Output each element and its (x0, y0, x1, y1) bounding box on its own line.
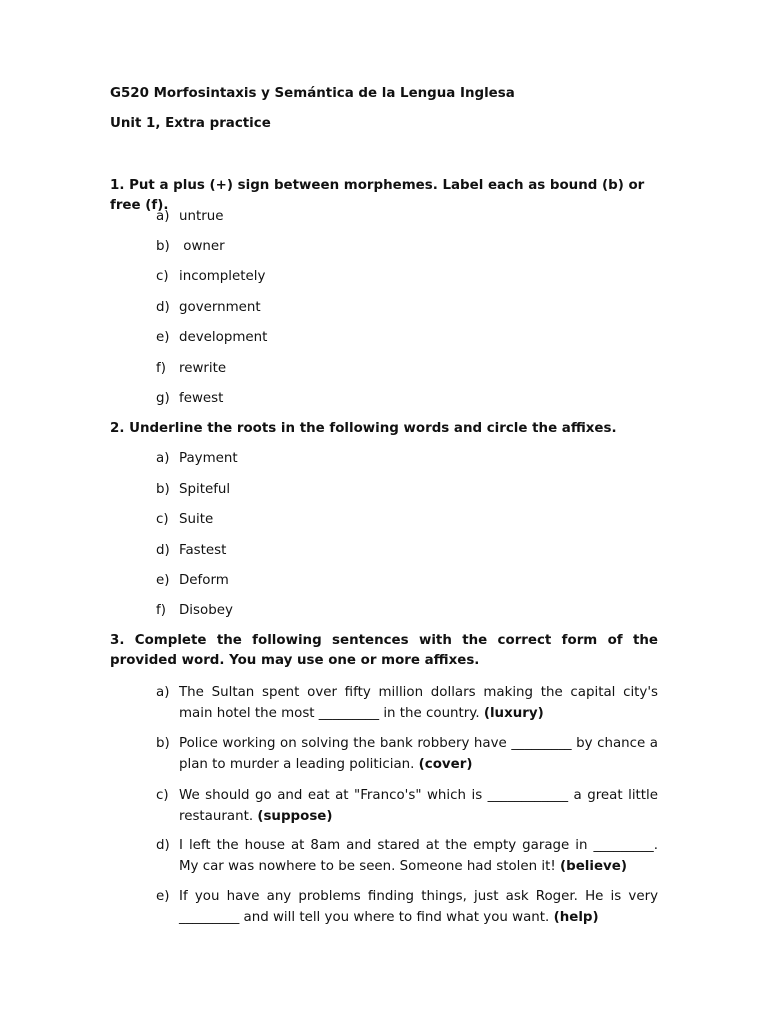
item-text: Payment (179, 451, 238, 466)
item-text: Deform (179, 573, 229, 588)
item-label: d) (156, 838, 170, 853)
item-text: incompletely (179, 269, 266, 284)
word-hint: (help) (553, 910, 599, 925)
word-hint: (suppose) (257, 809, 333, 824)
list-item (156, 600, 658, 621)
list-item (156, 785, 658, 827)
question-3: 3. Complete the following sentences with the correct form of the provided word. You may use one or more affixes. (110, 633, 658, 668)
item-text: rewrite (179, 361, 227, 376)
list-item (156, 358, 658, 379)
item-label: e) (156, 889, 170, 904)
list-item (156, 266, 658, 287)
list-item (156, 448, 658, 469)
list-item (156, 733, 658, 775)
item-label: b) (156, 736, 170, 751)
item-label: e) (156, 573, 170, 588)
list-item (156, 835, 658, 877)
list-item (156, 682, 658, 724)
list-item (156, 509, 658, 530)
word-hint: (cover) (418, 757, 473, 772)
list-item (156, 570, 658, 591)
item-text: development (179, 330, 268, 345)
item-text: Fastest (179, 543, 227, 558)
question-2: 2. Underline the roots in the following words and circle the affixes. (110, 421, 617, 436)
item-label: d) (156, 300, 170, 315)
item-label: a) (156, 209, 170, 224)
list-item (156, 327, 658, 348)
question-1: 1. Put a plus (+) sign between morphemes. Label each as bound (b) or free (f). (110, 178, 645, 213)
item-label: f) (156, 361, 166, 376)
course-title: G520 Morfosintaxis y Semántica de la Lengua Inglesa (110, 86, 515, 101)
item-text: Spiteful (179, 482, 231, 497)
sentence-text: Police working on solving the bank robbery have _________ by chance a plan to murder a leading politician. (179, 736, 658, 772)
list-item (156, 206, 658, 227)
item-label: a) (156, 685, 170, 700)
sentence-text: We should go and eat at "Franco's" which is ____________ a great little restaurant. (179, 788, 658, 824)
unit-title: Unit 1, Extra practice (110, 116, 271, 131)
list-item (156, 886, 658, 928)
word-hint: (luxury) (483, 706, 544, 721)
list-item (156, 297, 658, 318)
list-item (156, 479, 658, 500)
sentence-text: I left the house at 8am and stared at the empty garage in _________. My car was nowhere to be seen. Someone had stolen it! (179, 838, 658, 874)
item-label: c) (156, 269, 169, 284)
item-text: owner (179, 239, 225, 254)
item-label: c) (156, 788, 169, 803)
list-item (156, 540, 658, 561)
item-label: c) (156, 512, 169, 527)
word-hint: (believe) (560, 859, 627, 874)
list-item (156, 236, 658, 257)
item-label: g) (156, 391, 170, 406)
sentence-text: If you have any problems finding things, just ask Roger. He is very _________ and will tell you where to find what you want. (179, 889, 658, 925)
item-label: f) (156, 603, 166, 618)
item-text: fewest (179, 391, 224, 406)
item-text: untrue (179, 209, 224, 224)
item-text: government (179, 300, 261, 315)
item-text: Disobey (179, 603, 233, 618)
item-label: a) (156, 451, 170, 466)
item-text: Suite (179, 512, 214, 527)
item-label: e) (156, 330, 170, 345)
item-label: b) (156, 239, 170, 254)
item-label: b) (156, 482, 170, 497)
list-item (156, 388, 658, 409)
item-label: d) (156, 543, 170, 558)
sentence-text: The Sultan spent over fifty million dollars making the capital city's main hotel the most _________ in the country. (179, 685, 658, 721)
